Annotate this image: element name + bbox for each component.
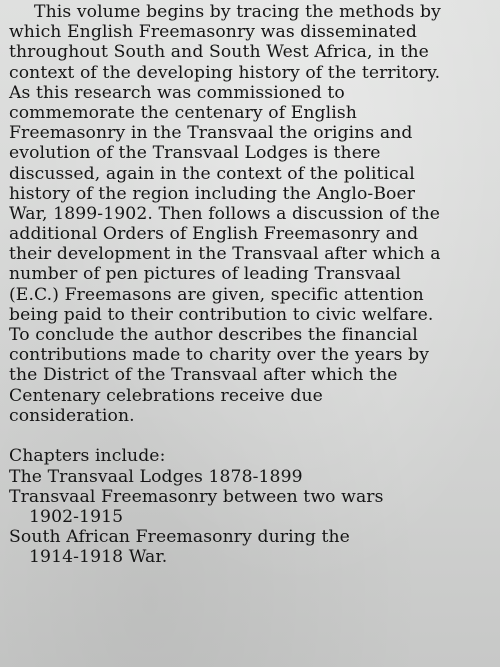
blurb-line: history of the region including the Anglo-Boer [9, 183, 416, 204]
blurb-line: commemorate the centenary of English [9, 102, 357, 123]
chapters-list [9, 446, 497, 567]
chapter-item-continuation: 1902-1915 [29, 506, 124, 527]
chapter-item: Transvaal Freemasonry between two wars [9, 486, 384, 507]
blurb-line: (E.C.) Freemasons are given, specific attention [9, 284, 424, 305]
chapter-item-continuation: 1914-1918 War. [29, 547, 168, 568]
chapters-heading: Chapters include: [9, 446, 166, 467]
blurb-line: number of pen pictures of leading Transvaal [9, 264, 401, 285]
blurb-text [9, 2, 497, 567]
blurb-line: their development in the Transvaal after which a [9, 244, 441, 265]
blurb-line: being paid to their contribution to civic welfare. [9, 304, 434, 325]
blurb-line: which English Freemasonry was disseminated [9, 22, 418, 43]
blurb-line: Centenary celebrations receive due [9, 385, 323, 406]
blurb-line: consideration. [9, 405, 135, 426]
blurb-line: As this research was commissioned to [9, 82, 345, 103]
blurb-line: Freemasonry in the Transvaal the origins and [9, 123, 413, 144]
paragraph-gap [9, 426, 497, 446]
blurb-line: evolution of the Transvaal Lodges is there [9, 143, 381, 164]
blurb-line: context of the developing history of the territory. [9, 62, 441, 83]
chapter-item: South African Freemasonry during the [9, 527, 350, 548]
blurb-line: War, 1899-1902. Then follows a discussion of the [9, 203, 441, 224]
chapter-item: The Transvaal Lodges 1878-1899 [9, 466, 303, 487]
blurb-line: the District of the Transvaal after which the [9, 365, 398, 386]
blurb-line: contributions made to charity over the years by [9, 345, 430, 366]
blurb-line: additional Orders of English Freemasonry and [9, 224, 419, 245]
blurb-line: To conclude the author describes the financial [9, 325, 418, 345]
blurb-line: throughout South and South West Africa, in the [9, 42, 429, 63]
blurb-line: This volume begins by tracing the methods by [34, 2, 441, 22]
blurb-line: discussed, again in the context of the political [9, 163, 415, 184]
